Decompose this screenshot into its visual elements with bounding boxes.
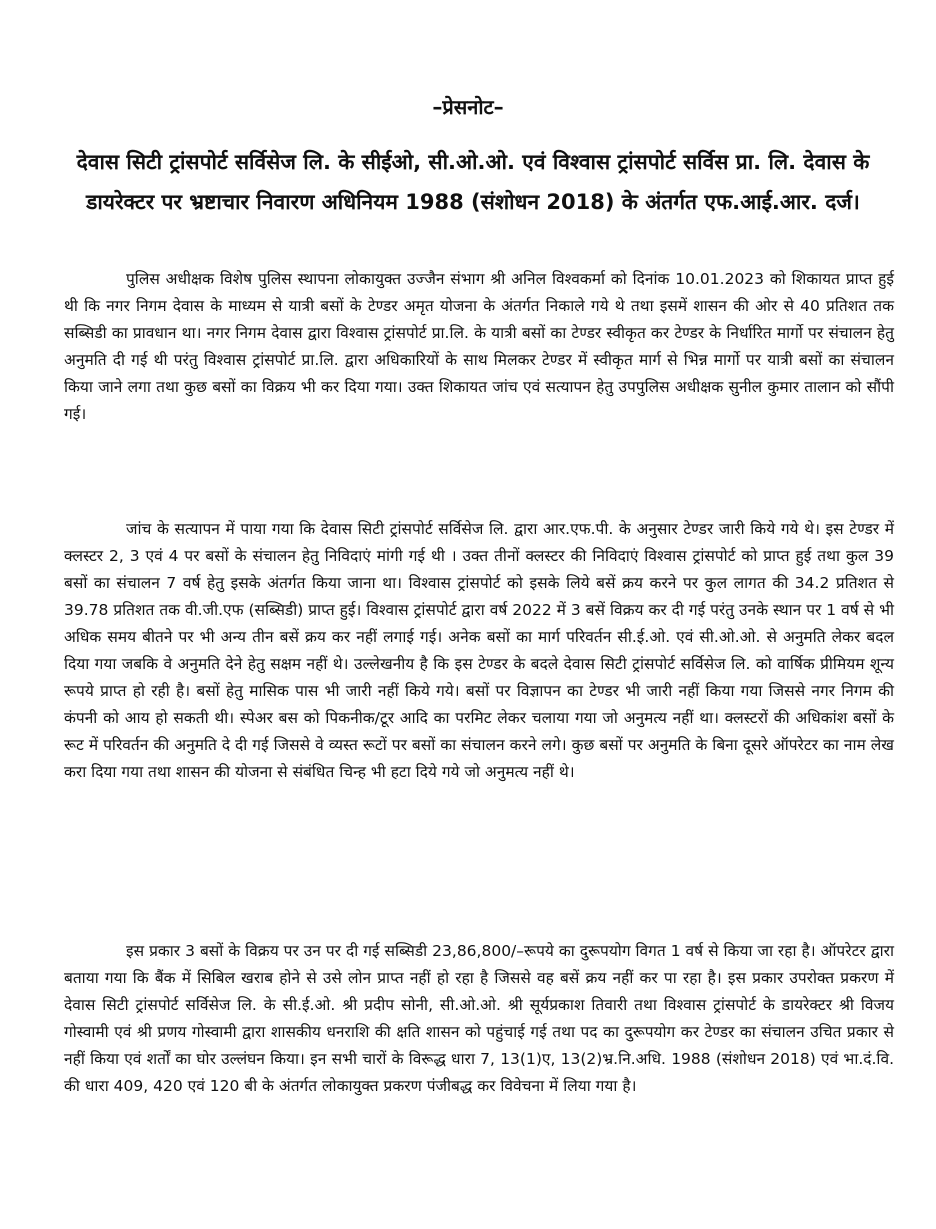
body-paragraph-conclusion: इस प्रकार 3 बसों के विक्रय पर उन पर दी गई सब्सिडी 23,86,800/–रूपये का दुरूपयोग विगत 1 वर्ष से किया जा रहा है। ऑपरेटर द्वारा बताया गया कि बैंक में सिबिल खराब होने से उसे लोन प्राप्त नहीं हो रहा है जिससे वह बसें क्रय नहीं कर पा रहा है। इस प्रकार उपरोक्त प्रकरण में देवास सिटी ट्रांसपोर्ट सर्विसेज लि. के सी.ई.ओ. श्री प्रदीप सोनी, सी.ओ.ओ. श्री सूर्यप्रकाश तिवारी तथा विश्वास ट्रांसपोर्ट के डायरेक्टर श्री विजय गोस्वामी एवं श्री प्रणय गोस्वामी द्वारा शासकीय धनराशि की क्षति शासन को पहुंचाई गई तथा पद का दुरूपयोग कर टेण्डर का संचालन उचित प्रकार से नहीं किया एवं शर्तों का घोर उल्लंघन किया। इन सभी चारों के विरूद्ध धारा 7, 13(1)ए, 13(2)भ्र.नि.अधि. 1988 (संशोधन 2018) एवं भा.दं.वि. की धारा 409, 420 एवं 120 बी के अंतर्गत लोकायुक्त प्रकरण पंजीबद्ध कर विवेचना में लिया गया है।: [64, 942, 894, 1095]
press-note-label: –प्रेसनोट–: [432, 95, 504, 119]
press-note-headline: देवास सिटी ट्रांसपोर्ट सर्विसेज लि. के सीईओ, सी.ओ.ओ. एवं विश्वास ट्रांसपोर्ट सर्विस प्रा. लि. देवास के डायरेक्टर पर भ्रष्टाचार निवारण अधिनियम 1988 (संशोधन 2018) के अंतर्गत एफ.आई.आर. दर्ज।: [76, 150, 870, 214]
body-paragraph-investigation: जांच के सत्यापन में पाया गया कि देवास सिटी ट्रांसपोर्ट सर्विसेज लि. द्वारा आर.एफ.पी. के अनुसार टेण्डर जारी किये गये थे। इस टेण्डर में क्लस्टर 2, 3 एवं 4 पर बसों के संचालन हेतु निविदाएं मांगी गई थी । उक्त तीनों क्लस्टर की निविदाएं विश्वास ट्रांसपोर्ट को प्राप्त हुई तथा कुल 39 बसों का संचालन 7 वर्ष हेतु इसके अंतर्गत किया जाना था। विश्वास ट्रांसपोर्ट को इसके लिये बसें क्रय करने पर कुल लागत की 34.2 प्रतिशत से 39.78 प्रतिशत तक वी.जी.एफ (सब्सिडी) प्राप्त हुई। विश्वास ट्रांसपोर्ट द्वारा वर्ष 2022 में 3 बसें विक्रय कर दी गई परंतु उनके स्थान पर 1 वर्ष से भी अधिक समय बीतने पर भी अन्य तीन बसें क्रय कर नहीं लगाई गई। अनेक बसों का मार्ग परिवर्तन सी.ई.ओ. एवं सी.ओ.ओ. से अनुमति लेकर बदल दिया गया जबकि वे अनुमति देने हेतु सक्षम नहीं थे। उल्लेखनीय है कि इस टेण्डर के बदले देवास सिटी ट्रांसपोर्ट सर्विसेज लि. को वार्षिक प्रीमियम शून्य रूपये प्राप्त हो रही है। बसों हेतु मासिक पास भी जारी नहीं किये गये। बसों पर विज्ञापन का टेण्डर भी जारी नहीं किया गया जिससे नगर निगम की कंपनी को आय हो सकती थी। स्पेअर बस को पिकनीक/टूर आदि का परमिट लेकर चलाया गया जो अनुमत्य नहीं था। क्लस्टरों की अधिकांश बसों के रूट में परिवर्तन की अनुमति दे दी गई जिससे वे व्यस्त रूटों पर बसों का संचालन करने लगे। कुछ बसों पर अनुमति के बिना दूसरे ऑपरेटर का नाम लेख करा दिया गया तथा शासन की योजना से संबंधित चिन्ह भी हटा दिये गये जो अनुमत्य नहीं थे।: [64, 520, 894, 781]
body-paragraph-complaint: पुलिस अधीक्षक विशेष पुलिस स्थापना लोकायुक्त उज्जैन संभाग श्री अनिल विश्वकर्मा को दिनांक 10.01.2023 को शिकायत प्राप्त हुई थी कि नगर निगम देवास के माध्यम से यात्री बसों के टेण्डर अमृत योजना के अंतर्गत निकाले गये थे तथा इसमें शासन की ओर से 40 प्रतिशत तक सब्सिडी का प्रावधान था। नगर निगम देवास द्वारा विश्वास ट्रांसपोर्ट प्रा.लि. के यात्री बसों का टेण्डर स्वीकृत कर टेण्डर के निर्धारित मार्गो पर संचालन हेतु अनुमति दी गई थी परंतु विश्वास ट्रांसपोर्ट प्रा.लि. द्वारा अधिकारियों के साथ मिलकर टेण्डर में स्वीकृत मार्ग से भिन्न मार्गो पर यात्री बसों का संचालन किया जाने लगा तथा कुछ बसों का विक्रय भी कर दिया गया। उक्त शिकायत जांच एवं सत्यापन हेतु उपपुलिस अधीक्षक सुनील कुमार तालान को सौंपी गई।: [64, 270, 894, 423]
